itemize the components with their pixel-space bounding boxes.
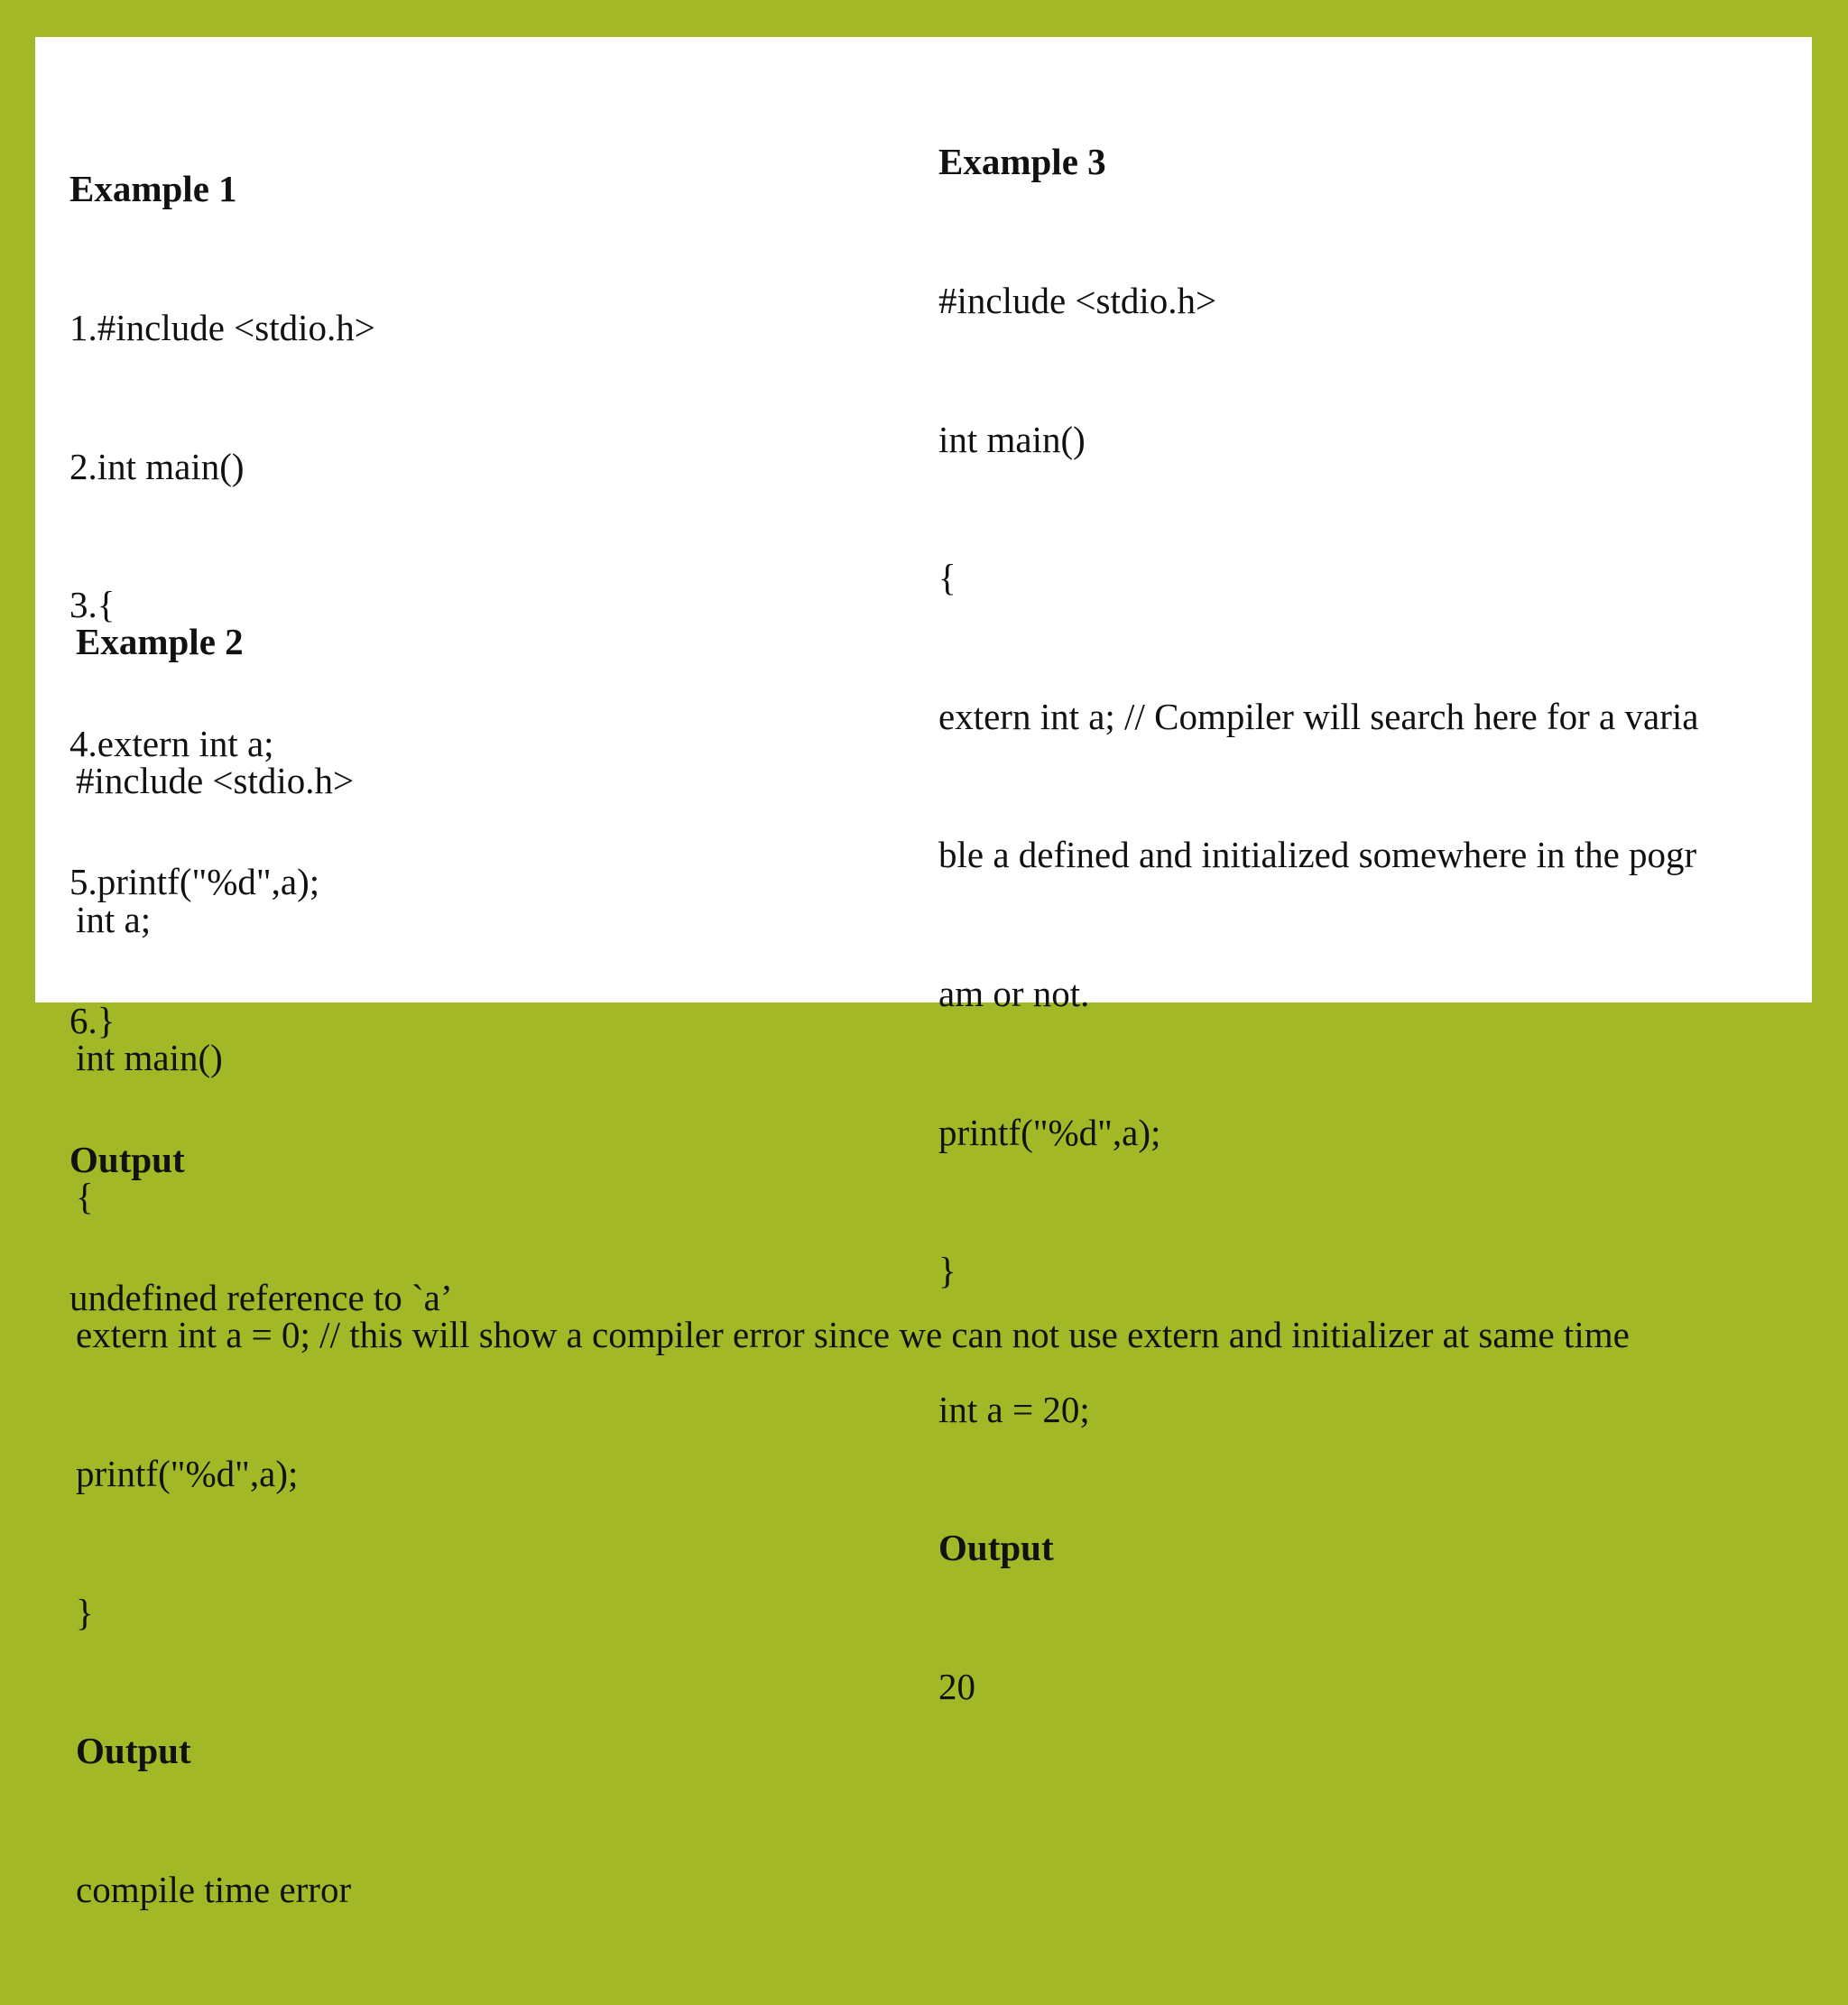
output-label: Output [76,1730,191,1772]
slide [35,37,1812,1910]
code-line: 1.#include <stdio.h> [69,307,375,348]
example-1-title: Example 1 [69,168,237,210]
code-line: #include <stdio.h> [938,280,1217,321]
code-line: } [938,1250,956,1292]
code-line: { [938,557,956,599]
code-line: printf("%d",a); [938,1111,1161,1153]
code-line: extern int a; // Compiler will search here for a varia [938,695,1699,737]
code-line: int a = 20; [938,1388,1090,1430]
example-3-title: Example 3 [938,141,1106,183]
code-line: 2.int main() [69,445,245,487]
code-line: printf("%d",a); [76,1452,299,1494]
output-text: undefined reference to `a’ [69,1277,453,1319]
output-label: Output [938,1527,1054,1569]
code-line: int main() [76,1037,223,1079]
code-line: #include <stdio.h> [76,760,355,801]
code-line: 6.} [69,999,116,1041]
example-3 [938,47,1698,1803]
code-line: extern int a = 0; // this will show a compiler error since we can not use extern and initializer at same time [76,1314,1630,1356]
output-text: compile time error [76,1868,352,1910]
code-line: 3.{ [69,584,116,626]
code-line: ble a defined and initialized somewhere in the pogr [938,834,1697,876]
example-2-title: Example 2 [76,621,244,663]
code-line: int main() [938,418,1086,460]
code-line: { [76,1175,94,1217]
output-text: 20 [938,1665,975,1707]
code-line: } [76,1591,94,1633]
code-line: 5.printf("%d",a); [69,861,320,903]
code-line: int a; [76,898,152,940]
code-line: am or not. [938,972,1090,1014]
code-line: 4.extern int a; [69,722,274,764]
output-label: Output [69,1138,185,1180]
